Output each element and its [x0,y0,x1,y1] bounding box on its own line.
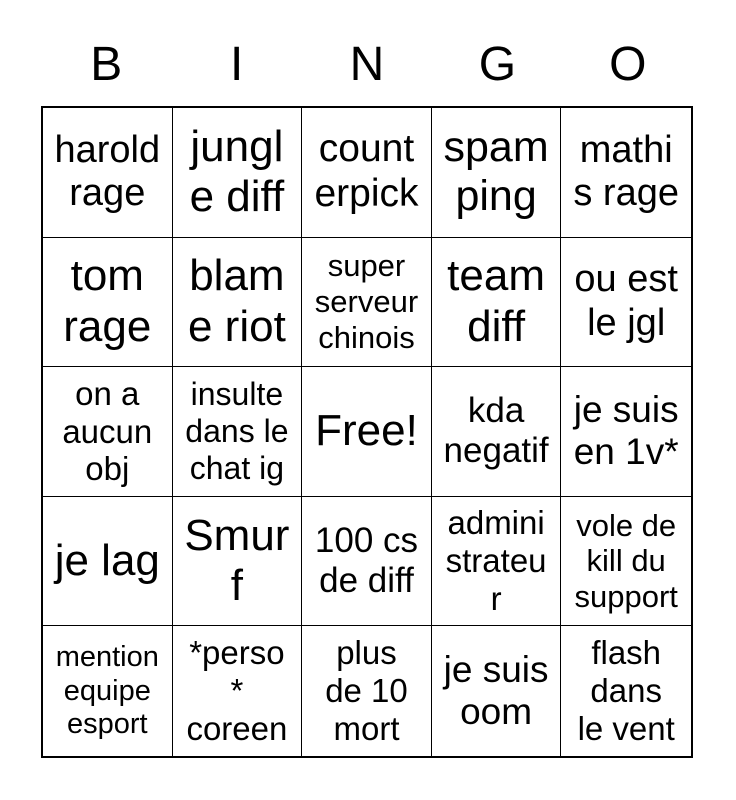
bingo-cell[interactable] [173,497,303,627]
bingo-cell[interactable] [432,626,562,756]
bingo-cell-label: team diff [447,251,545,351]
bingo-cell-label: tom rage [63,251,152,351]
bingo-cell-label: harold rage [54,128,161,215]
bingo-cell[interactable] [173,238,303,368]
bingo-cell[interactable] [561,626,691,756]
bingo-cell[interactable] [561,108,691,238]
bingo-cell-free[interactable] [302,367,432,497]
bingo-title [41,36,693,94]
bingo-cell-label: flash dans le vent [577,634,675,748]
bingo-cell-label: je suis en 1v* [573,388,679,473]
bingo-cell-label: kda negatif [443,391,549,471]
bingo-cell[interactable] [302,238,432,368]
bingo-cell-label: Free! [315,406,418,456]
bingo-cell-label: plus de 10 mort [325,634,408,748]
bingo-cell[interactable] [43,626,173,756]
bingo-title-letter: B [90,38,123,91]
bingo-cell[interactable] [432,367,562,497]
bingo-cell[interactable] [432,497,562,627]
bingo-cell-label: je lag [54,535,160,585]
bingo-cell-label: administrateur [445,504,547,618]
bingo-cell[interactable] [43,497,173,627]
bingo-cell-label: *perso* coreen [186,634,288,748]
bingo-cell-label: blame riot [187,251,286,351]
bingo-cell-label: ou est le jgl [574,258,678,344]
bingo-cell[interactable] [432,108,562,238]
bingo-cell[interactable] [173,367,303,497]
bingo-cell-label: je suis oom [443,648,549,733]
bingo-title-letter: G [478,38,517,91]
bingo-cell[interactable] [173,626,303,756]
bingo-cell-label: vole de kill du support [574,507,678,614]
bingo-cell[interactable] [432,238,562,368]
bingo-cell-label: on a aucun obj [62,374,153,488]
bingo-cell-label: counterpick [314,127,419,216]
bingo-cell-label: mention equipe esport [55,641,159,740]
bingo-cell[interactable] [561,367,691,497]
bingo-title-letter: I [229,38,244,91]
bingo-cell-label: mathis rage [573,128,679,215]
bingo-cell-label: insulte dans le chat ig [185,376,289,486]
bingo-cell-label: spam ping [443,122,549,221]
bingo-cell[interactable] [173,108,303,238]
bingo-cell[interactable] [561,238,691,368]
bingo-cell[interactable] [43,238,173,368]
bingo-cell[interactable] [43,108,173,238]
bingo-grid [41,106,693,758]
bingo-cell[interactable] [302,497,432,627]
bingo-cell[interactable] [561,497,691,627]
bingo-cell-label: Smurf [184,510,290,611]
bingo-cell[interactable] [302,626,432,756]
bingo-cell-label: 100 cs de diff [314,520,419,601]
bingo-cell-label: jungle diff [189,121,285,222]
bingo-cell[interactable] [43,367,173,497]
bingo-cell[interactable] [302,108,432,238]
bingo-cell-label: super serveur chinois [314,248,419,355]
bingo-title-letter: N [349,38,385,91]
bingo-title-letter: O [609,38,647,91]
